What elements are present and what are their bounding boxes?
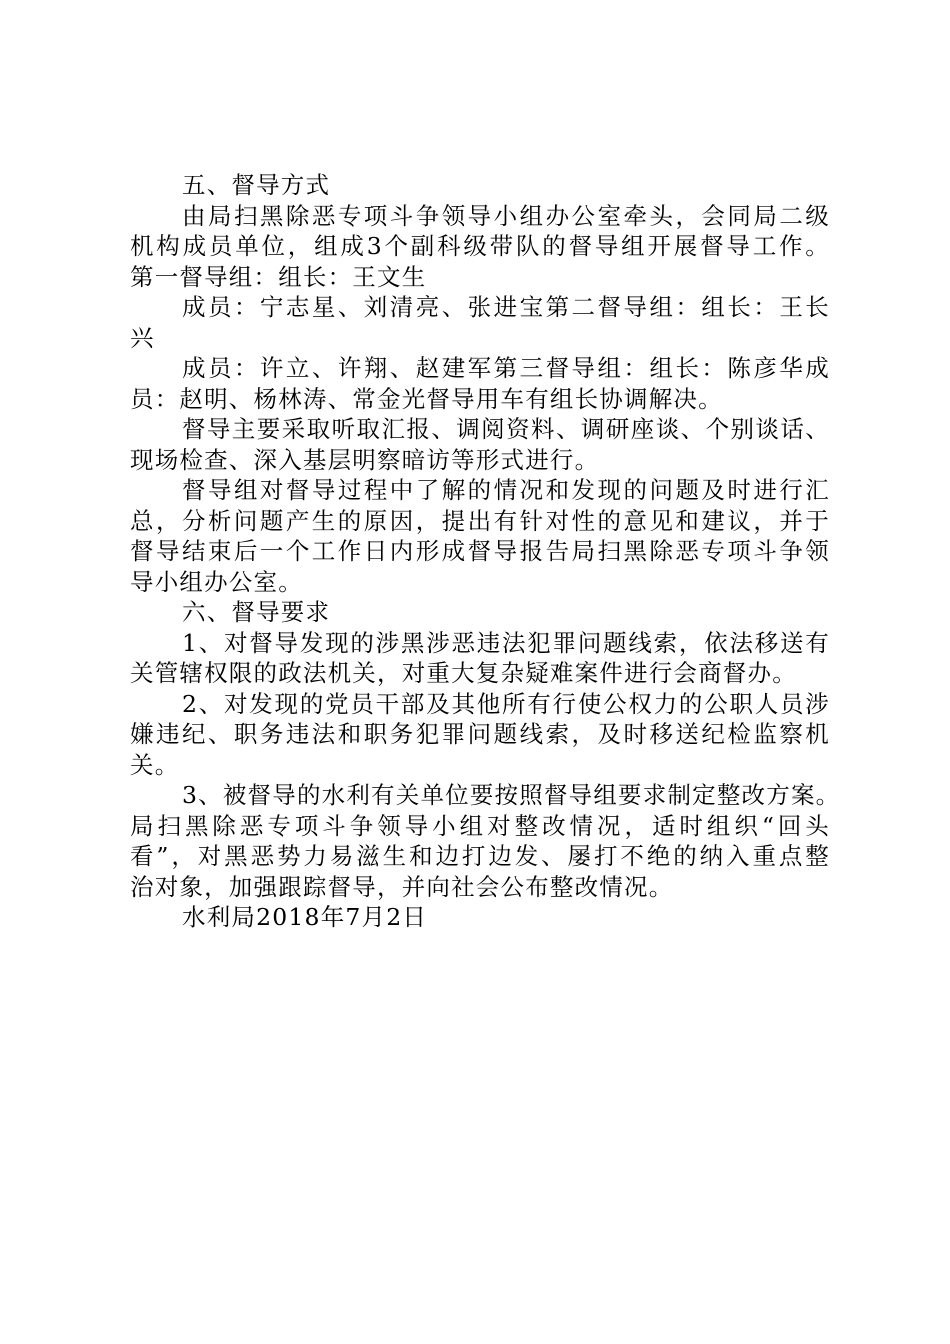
- signature-date: 水利局2018年7月2日: [182, 903, 428, 931]
- paragraph-line: 员：赵明、杨林涛、常金光督导用车有组长协调解决。: [130, 384, 723, 413]
- paragraph-line: 嫌违纪、职务违法和职务犯罪问题线索，及时移送纪检监察机: [130, 720, 830, 748]
- paragraph-line: 兴: [130, 323, 155, 352]
- paragraph-line: 督导主要采取听取汇报、调阅资料、调研座谈、个别谈话、: [182, 415, 830, 443]
- paragraph-line: 现场检查、深入基层明察暗访等形式进行。: [130, 445, 600, 474]
- paragraph-line: 2、对发现的党员干部及其他所有行使公权力的公职人员涉: [182, 689, 830, 718]
- section-heading-6: 六、督导要求: [182, 598, 331, 626]
- paragraph-line: 机构成员单位，组成3个副科级带队的督导组开展督导工作。: [130, 232, 830, 260]
- section-heading-5: 五、督导方式: [182, 171, 331, 199]
- paragraph-line: 局扫黑除恶专项斗争领导小组对整改情况，适时组织“回头: [130, 811, 830, 840]
- paragraph-line: 督导组对督导过程中了解的情况和发现的问题及时进行汇: [182, 476, 830, 504]
- paragraph-line: 第一督导组：组长：王文生: [130, 262, 427, 291]
- paragraph-line: 关。: [130, 750, 180, 779]
- paragraph-line: 1、对督导发现的涉黑涉恶违法犯罪问题线索，依法移送有: [182, 628, 830, 657]
- paragraph-line: 成员：宁志星、刘清亮、张进宝第二督导组：组长：王长: [182, 293, 830, 321]
- paragraph-line: 总，分析问题产生的原因，提出有针对性的意见和建议，并于: [130, 506, 830, 535]
- paragraph-line: 督导结束后一个工作日内形成督导报告局扫黑除恶专项斗争领: [130, 537, 830, 565]
- paragraph-line: 导小组办公室。: [130, 567, 303, 596]
- paragraph-line: 3、被督导的水利有关单位要按照督导组要求制定整改方案。: [182, 781, 841, 809]
- paragraph-line: 成员：许立、许翔、赵建军第三督导组：组长：陈彦华成: [182, 354, 830, 382]
- document-body: [130, 170, 841, 933]
- paragraph-line: 治对象，加强跟踪督导，并向社会公布整改情况。: [130, 872, 674, 901]
- paragraph-line: 看”，对黑恶势力易滋生和边打边发、屡打不绝的纳入重点整: [130, 842, 830, 870]
- paragraph-line: 由局扫黑除恶专项斗争领导小组办公室牵头，会同局二级: [182, 201, 830, 230]
- paragraph-line: 关管辖权限的政法机关，对重大复杂疑难案件进行会商督办。: [130, 659, 797, 687]
